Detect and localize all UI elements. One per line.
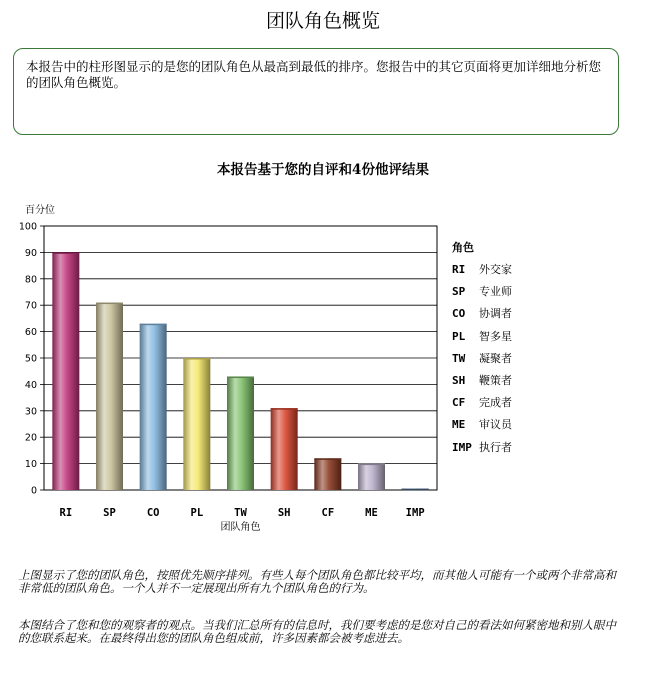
bar (227, 376, 254, 490)
legend-role-name: 专业师 (479, 285, 512, 299)
x-tick-label: CO (146, 507, 160, 519)
y-axis-label: 百分位 (25, 205, 55, 216)
bar (96, 303, 123, 490)
page-title: 团队角色概览 (265, 10, 380, 32)
intro-text: 本报告中的柱形图显示的是您的团队角色从最高到最低的排序。您报告中的其它页面将更加详细地分析您的团队角色概览。 (26, 59, 602, 90)
y-tick-label: 80 (24, 274, 37, 286)
chart-title: 本报告基于您的自评和4份他评结果 (217, 162, 429, 178)
bar-chart (0, 195, 646, 540)
y-tick-label: 90 (24, 247, 37, 259)
x-tick-label: ME (365, 507, 378, 519)
legend-role-name: 审议员 (479, 418, 512, 432)
bar (358, 464, 385, 490)
y-tick-label: 10 (24, 459, 37, 471)
x-tick-label: IMP (405, 507, 425, 519)
legend-code: SP (452, 285, 466, 299)
legend-title: 角色 (452, 241, 474, 254)
bar (183, 358, 210, 490)
legend-role-name: 智多星 (479, 329, 512, 343)
legend-item (452, 284, 512, 306)
legend-item (452, 373, 512, 395)
legend-code: RI (452, 263, 466, 276)
y-tick-label: 40 (24, 379, 37, 391)
legend-item (452, 440, 512, 462)
legend-code: IMP (452, 440, 472, 454)
bar-top (314, 458, 341, 460)
x-axis-label: 团队角色 (220, 522, 261, 533)
bar (314, 458, 341, 490)
bar-top (52, 252, 79, 254)
bar-top (402, 489, 429, 491)
bar (140, 324, 167, 490)
y-tick-label: 100 (18, 221, 37, 233)
bar (271, 408, 298, 490)
bar-top (271, 408, 298, 410)
x-tick-label: TW (234, 507, 247, 519)
legend-item (452, 329, 512, 351)
x-tick-label: RI (59, 507, 73, 519)
legend-code: SH (452, 373, 466, 387)
x-tick-label: CF (321, 507, 335, 519)
y-tick-label: 70 (24, 300, 37, 312)
bar-top (183, 358, 210, 360)
intro-box (13, 48, 619, 135)
legend-item (452, 417, 512, 439)
legend-role-name: 执行者 (479, 440, 512, 454)
legend-role-name: 鞭策者 (479, 373, 512, 387)
y-tick-label: 50 (24, 353, 37, 365)
legend-role-name: 外交家 (479, 263, 512, 276)
chart-legend (452, 240, 512, 462)
legend-role-name: 协调者 (479, 307, 512, 321)
legend-role-name: 凝聚者 (479, 351, 512, 365)
bar-top (358, 464, 385, 466)
legend-code: ME (452, 418, 466, 432)
legend-code: PL (452, 329, 466, 343)
y-tick-label: 30 (24, 406, 37, 418)
legend-item (452, 306, 512, 328)
x-tick-label: SH (277, 507, 291, 519)
x-tick-label: PL (190, 507, 204, 519)
bar-top (96, 303, 123, 305)
legend-role-name: 完成者 (479, 396, 512, 410)
legend-item (452, 395, 512, 417)
bar-top (227, 376, 254, 378)
bar (52, 252, 79, 490)
explanation-paragraph-2: 本图结合了您和您的观察者的观点。当我们汇总所有的信息时，我们要考虑的是您对自己的看法如何紧密地和别人眼中的您联系起来。在最终得出您的团队角色组成前，许多因素都会被考虑进去。 (18, 618, 616, 645)
y-tick-label: 60 (24, 327, 37, 339)
y-tick-label: 20 (24, 432, 37, 444)
legend-item (452, 262, 512, 284)
legend-code: CO (452, 307, 466, 321)
y-tick-label: 0 (30, 485, 37, 497)
legend-code: TW (452, 351, 466, 365)
legend-item (452, 351, 512, 373)
x-tick-label: SP (103, 507, 116, 519)
bar-top (140, 324, 167, 326)
legend-code: CF (452, 396, 466, 410)
explanation-paragraph-1: 上图显示了您的团队角色，按照优先顺序排列。有些人每个团队角色都比较平均，而其他人可能有一个或两个非常高和非常低的团队角色。一个人并不一定展现出所有九个团队角色的行为。 (18, 568, 616, 595)
